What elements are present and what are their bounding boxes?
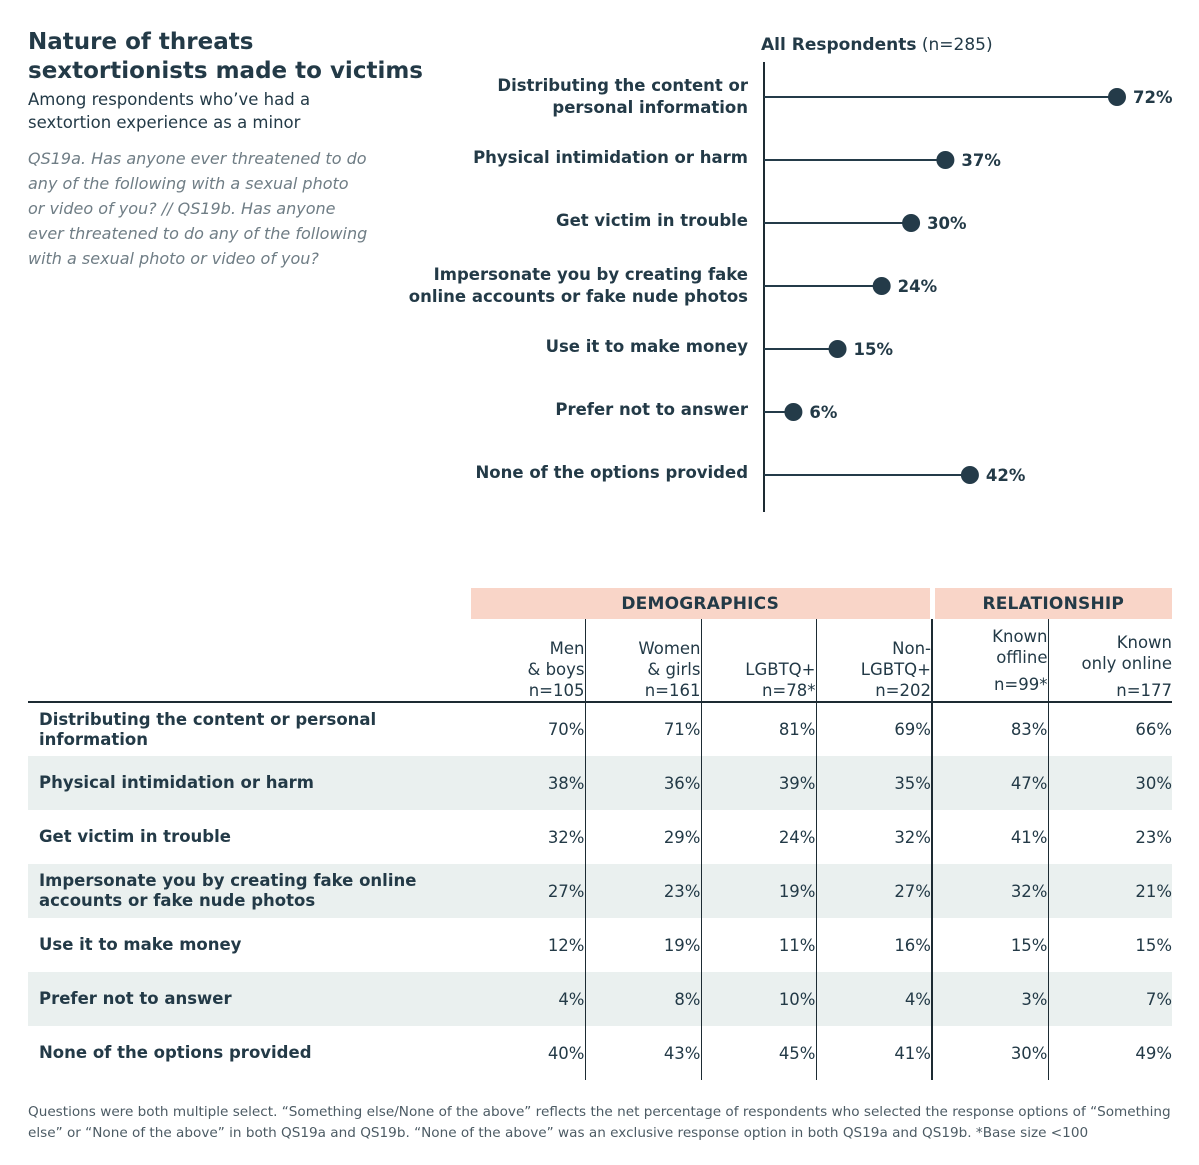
value-label: 6% [809,403,838,422]
table-cell: 32% [547,827,585,847]
table-cell: 23% [1048,810,1172,864]
question-line: with a sexual photo or video of you? [28,249,319,268]
table-cell: 41% [816,1026,932,1080]
row-label-line: accounts or fake nude photos [39,891,316,910]
table-cell: 16% [816,918,932,972]
col-header-line: n=99* [993,675,1048,694]
table-cell: 8% [585,972,701,1026]
band-demographics: DEMOGRAPHICS [471,588,932,619]
col-header-known-offline [932,619,1048,702]
col-header-line: n=177 [1116,681,1173,700]
breakdown-table [28,588,1172,1080]
row-label-line: Use it to make money [39,935,242,954]
col-header-line: LGBTQ+ [860,660,931,679]
column-header-row [28,619,1172,702]
row-label [28,1026,471,1080]
table-cell: 35% [816,756,932,810]
table-cell: 40% [547,1043,585,1063]
table-cell: 30% [932,1026,1048,1080]
band-relationship: RELATIONSHIP [932,588,1172,619]
question-line: ever threatened to do any of the following [28,224,368,243]
category-label: Impersonate you by creating fake [433,265,748,284]
col-header-line: Non- [892,639,931,658]
col-header-line: Women [638,639,701,658]
table-cell: 30% [1048,756,1172,810]
row-label-header [28,619,471,702]
col-header-line: & boys [527,660,585,679]
row-label-line: Impersonate you by creating fake online [39,871,417,890]
footnote-line-1: Questions were both multiple select. “Something else/None of the above” reflects the net percentage of respondents who selected the response options of “Something [28,1104,1171,1120]
category-label: None of the options provided [475,463,748,482]
chart-title [761,35,993,55]
table-row [28,1026,1172,1080]
table-cell: 29% [585,810,701,864]
table-cell: 27% [816,864,932,918]
table-cell: 19% [585,918,701,972]
table-cell: 32% [816,810,932,864]
category-label: Use it to make money [545,337,748,356]
table-cell: 43% [585,1026,701,1080]
table-row [28,810,1172,864]
col-header-line: n=78* [761,681,816,700]
row-label [28,918,471,972]
value-label: 30% [927,214,967,233]
subtitle-line-2: sextortion experience as a minor [28,113,301,132]
row-label [28,756,471,810]
table-cell: 7% [1048,972,1172,1026]
question-line: QS19a. Has anyone ever threatened to do [28,149,367,168]
col-header-lgbtq [701,619,816,702]
table-cell: 45% [701,1026,816,1080]
table-row [28,918,1172,972]
chart-title-bold: All Respondents [761,35,917,55]
table-cell: 12% [547,935,585,955]
col-header-men-boys [471,619,585,702]
table-cell: 27% [471,864,585,918]
col-header-line: only online [1081,654,1173,673]
table-cell: 49% [1048,1026,1172,1080]
row-label-line: information [39,729,149,749]
row-label [28,702,471,756]
value-label: 42% [985,466,1026,485]
col-header-women-girls [585,619,701,702]
row-label [28,972,471,1026]
col-header-line: Men [549,639,585,658]
row-label-line: Get victim in trouble [39,827,231,846]
band-row [28,588,1172,619]
col-header-line: & girls [647,660,701,679]
table-cell: 41% [932,810,1048,864]
table-cell: 81% [701,702,816,756]
table-cell: 3% [932,972,1048,1026]
table-row [28,702,1172,756]
table-cell: 23% [585,864,701,918]
table-cell: 66% [1048,702,1172,756]
row-label-line: Physical intimidation or harm [39,773,314,792]
category-label: Prefer not to answer [555,400,748,419]
lollipop-dot [873,277,891,295]
table-cell: 39% [701,756,816,810]
value-label: 24% [897,277,938,296]
lollipop-dot [784,403,802,421]
col-header-line: n=161 [644,681,701,700]
lollipop-dot [961,466,979,484]
question-line: or video of you? // QS19b. Has anyone [28,199,336,218]
table-cell: 11% [701,918,816,972]
table-cell: 10% [701,972,816,1026]
lollipop-dot [902,214,920,232]
table-cell: 70% [547,720,585,739]
table-cell: 71% [585,702,701,756]
col-header-line: LGBTQ+ [745,660,816,679]
table-cell: 15% [932,918,1048,972]
band-blank [28,588,471,619]
table-row [28,756,1172,810]
table-cell: 36% [585,756,701,810]
lollipop-dot [1108,88,1126,106]
col-header-line: Known [992,627,1048,646]
table-body [28,702,1172,1080]
question-line: any of the following with a sexual photo [28,174,349,193]
subtitle-line-1: Among respondents who’ve had a [28,90,311,109]
table-cell: 15% [1048,918,1172,972]
table-cell: 4% [471,972,585,1026]
value-label: 15% [853,340,894,359]
table-cell: 38% [471,756,585,810]
row-label-line: Distributing the content or personal [39,709,377,729]
row-label-line: Prefer not to answer [39,989,232,1008]
category-label: Get victim in trouble [556,211,748,230]
footnote [28,1102,1178,1144]
table-row [28,972,1172,1026]
col-header-non-lgbtq [816,619,932,702]
table-cell: 83% [932,702,1048,756]
category-label: Physical intimidation or harm [473,148,748,167]
col-header-line: offline [996,648,1048,667]
table-cell: 19% [701,864,816,918]
value-label: 37% [961,151,1001,170]
col-header-known-online [1048,619,1172,702]
col-header-line: n=202 [875,681,931,700]
chart-title-n: (n=285) [916,35,993,55]
lollipop-dot [829,340,847,358]
col-header-line: n=105 [528,681,585,700]
footnote-line-2: else” or “None of the above” in both QS19a and QS19b. “None of the above” was an exclusive response option in both QS19a and QS19b. *Base size <100 [28,1125,1089,1141]
lollipop-dot [936,151,954,169]
lollipop-chart [0,0,1199,540]
category-label: personal information [552,98,748,117]
table-cell: 47% [932,756,1048,810]
row-label [28,810,471,864]
row-label-line: None of the options provided [39,1043,312,1062]
col-header-line: Known [1116,633,1173,652]
table-cell: 24% [701,810,816,864]
row-label [28,864,471,918]
title-line-2: sextortionists made to victims [28,58,423,84]
table-row [28,864,1172,918]
value-label: 72% [1133,88,1173,107]
table-cell: 21% [1048,864,1172,918]
category-label: online accounts or fake nude photos [408,287,748,306]
table-cell: 69% [816,702,932,756]
table-cell: 32% [932,864,1048,918]
title-line-1: Nature of threats [28,29,254,55]
category-label: Distributing the content or [497,76,748,95]
table-cell: 4% [816,972,932,1026]
